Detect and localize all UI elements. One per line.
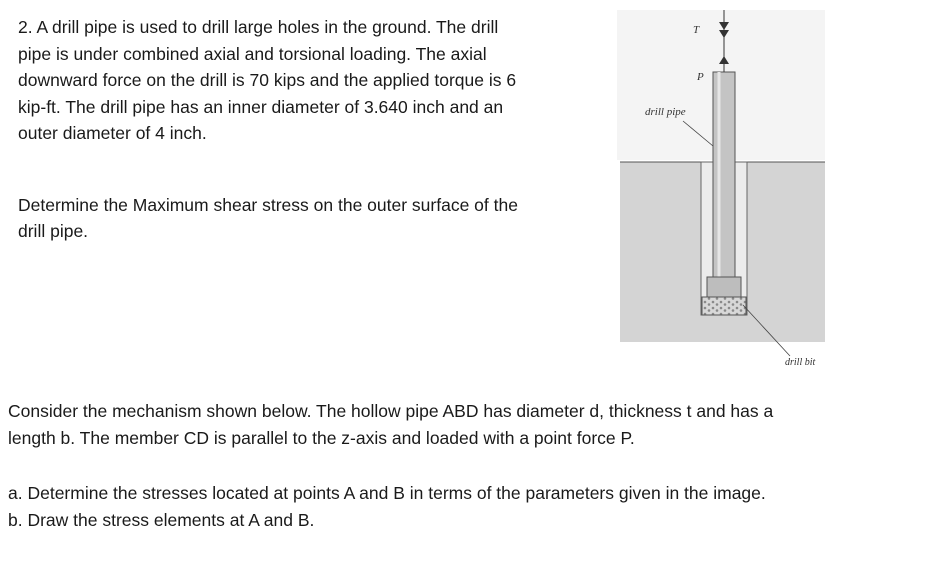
drill-pipe	[713, 72, 735, 277]
problem-line: pipe is under combined axial and torsional loading. The axial	[18, 43, 487, 64]
question-line: drill pipe.	[18, 221, 89, 241]
question-line: Determine the Maximum shear stress on the outer surface of the	[18, 195, 518, 215]
torque-label: T	[693, 24, 700, 36]
drill-bit-label: drill bit	[785, 357, 816, 368]
problem-line: 2. A drill pipe is used to drill large holes in the ground. The drill	[18, 17, 499, 37]
task-b: b. Draw the stress elements at A and B.	[8, 510, 315, 530]
problem-statement	[18, 14, 588, 147]
mechanism-description	[8, 398, 933, 452]
bit-collar	[707, 277, 741, 297]
problem-question	[18, 192, 588, 244]
drill-pipe-figure	[615, 0, 830, 375]
axial-force-label: P	[697, 71, 704, 83]
drill-pipe-diagram	[615, 0, 830, 375]
problem-line: outer diameter of 4 inch.	[18, 123, 207, 143]
drill-bit	[702, 297, 746, 315]
task-list	[8, 480, 933, 534]
mechanism-line: length b. The member CD is parallel to the z-axis and loaded with a point force P.	[8, 428, 635, 448]
mechanism-line: Consider the mechanism shown below. The hollow pipe ABD has diameter d, thickness t and has a	[8, 401, 774, 421]
task-a: a. Determine the stresses located at points A and B in terms of the parameters given in the image.	[8, 483, 766, 503]
problem-line: kip-ft. The drill pipe has an inner diameter of 3.640 inch and an	[18, 96, 504, 117]
problem-line: downward force on the drill is 70 kips and the applied torque is 6	[18, 70, 517, 90]
drill-pipe-label: drill pipe	[645, 106, 686, 118]
